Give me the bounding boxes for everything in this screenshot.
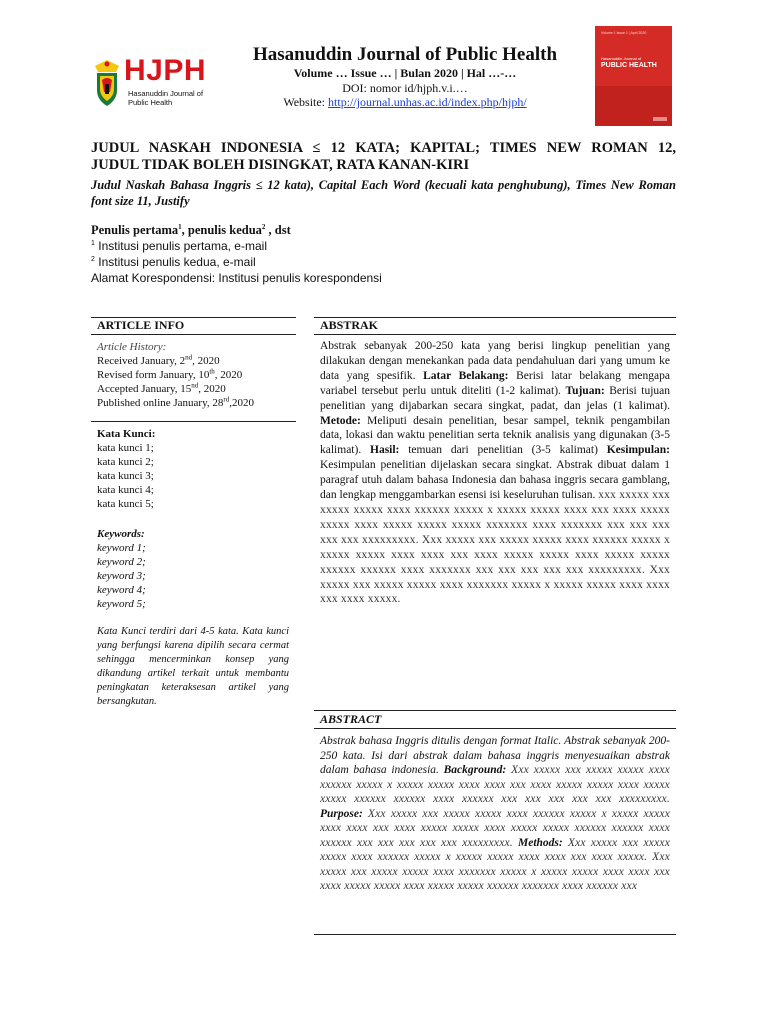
journal-logo-text: HJPH — [124, 54, 207, 87]
list-item: keyword 3; — [97, 570, 146, 582]
list-item: kata kunci 2; — [97, 456, 154, 468]
article-title-english: Judul Naskah Bahasa Inggris ≤ 12 kata), Capital Each Word (kecuali kata penghubung), Times New Roman font size 11, Justify — [91, 178, 676, 208]
list-item: kata kunci 3; — [97, 470, 154, 482]
university-crest-icon — [92, 58, 122, 108]
divider — [314, 710, 676, 711]
affiliation-1: $^1$ Institusi penulis pertama, e-mail — [91, 239, 267, 253]
list-item: keyword 5; — [97, 598, 146, 610]
abstract-heading: ABSTRACT — [320, 712, 382, 726]
affiliation-2: $^2$ Institusi penulis kedua, e-mail — [91, 255, 256, 269]
list-item: keyword 1; — [97, 542, 146, 554]
website-line: Website: http://journal.unhas.ac.id/index.php/hjph/ — [283, 95, 527, 109]
correspondence-address: Alamat Korespondensi: Institusi penulis korespondensi — [91, 271, 382, 285]
list-item: kata kunci 1; — [97, 442, 154, 454]
keyword-note: Kata Kunci terdiri dari 4-5 kata. Kata kunci yang berfungsi karena dipilih secara cermat sehingga mencerminkan konsep yang dikandung artikel terkait untuk membantu peningkatan keteraksesan artikel yang bersangkutan. — [97, 626, 289, 707]
kata-kunci-list: Kata Kunci: kata kunci 1; kata kunci 2; kata kunci 3; kata kunci 4; kata kunci 5; — [97, 428, 156, 510]
revised-date: Revised form January, 10th, 2020 — [97, 367, 243, 381]
list-item: keyword 2; — [97, 556, 146, 568]
received-date: Received January, 2nd, 2020 — [97, 353, 220, 367]
website-link[interactable]: http://journal.unhas.ac.id/index.php/hjph/ — [328, 95, 527, 109]
divider — [314, 728, 676, 729]
abstrak-body: Abstrak sebanyak 200-250 kata yang berisi lingkup penelitian yang dilakukan dengan menekankan pada data pendahuluan dari yang umum ke data yang spesifik. Latar Belakang: Berisi latar belakang mengapa variabel tersebut perlu untuk diteliti (1-2 kalimat). Tujuan: Berisi tujuan penelitian yang dijabarkan secara singkat, padat, dan jelas (1 kalimat). Metode: Meliputi desain penelitian, besar sampel, teknik pengambilan data, lokasi dan waktu penelitian serta teknik analisis yang digunakan (3-5 kalimat). Hasil: temuan dari penelitian (3-5 kalimat) Kesimpulan: Kesimpulan penelitian dijelaskan secara singkat. Abstrak dibuat dalam 1 paragraf utuh dalam bahasa Indonesia dan bahasa inggris secara gamblang, dan lengkap menggambarkan esensi isi keseluruhan tulisan. xxx xxxxx xxx xxxxx xxxxx xxxx xxxxxx xxxxx x xxxxx xxxxx xxxx xxx xxxx xxxxx xxxxx xxxx xxxxx xxxxx xxxxx xxxxxxx xxxx xxxxxxx xxx xxx xxx xxx xxx xxxxxxxxx. Xxx xxxxx xxx xxxxx xxxxx xxxx xxxxxx xxxxx x xxxxx xxxxx xxxx xxxx xxx xxxx xxxxx xxxxx xxxx xxxxx xxxxx xxxxxx xxxxxx xxxx xxxxxxx xxx xxx xxx xxx xxx xxxxxxxxx. Xxx xxxxx xxx xxxxx xxxxx xxxx xxxxxxx xxxxx x xxxxx xxxxx xxxx xxxx xxx xxxx xxxxx. — [320, 340, 671, 606]
list-item: kata kunci 5; — [97, 498, 154, 510]
list-item: keyword 4; — [97, 584, 146, 596]
journal-logo-subtitle: Hasanuddin Journal of Public Health — [128, 89, 204, 107]
author-list: Penulis pertama$^1$, penulis kedua$^2$ , dst — [91, 222, 291, 237]
journal-title: Hasanuddin Journal of Public Health — [252, 44, 558, 65]
article-info-heading: ARTICLE INFO — [97, 318, 185, 332]
published-date: Published online January, 28rd,2020 — [97, 395, 254, 409]
article-title-indonesian: JUDUL NASKAH INDONESIA ≤ 12 KATA; KAPITAL; TIMES NEW ROMAN 12, JUDUL TIDAK BOLEH DISINGKAT, RATA KANAN-KIRI — [91, 140, 676, 173]
journal-cover-thumbnail[interactable]: Volume 1 Issue 1 | April 2020 Hasanuddin Journal of PUBLIC HEALTH — [595, 26, 672, 126]
list-item: kata kunci 4; — [97, 484, 154, 496]
divider — [314, 334, 676, 335]
publisher-mark-icon — [653, 117, 667, 121]
divider — [314, 934, 676, 935]
doi-line: DOI: nomor id/hjph.v.i.… — [342, 81, 468, 95]
abstrak-heading: ABSTRAK — [320, 318, 379, 332]
divider — [91, 334, 296, 335]
abstract-body: Abstrak bahasa Inggris ditulis dengan format Italic. Abstrak sebanyak 200-250 kata. Isi dari abstrak dalam bahasa inggris menyesuaikan abstrak dalam bahasa indonesia. Background: Xxx xxxxx xxx xxxxx xxxxx xxxx xxxxxx xxxxx x xxxxx xxxxx xxxx xxxx xxx xxxx xxxxx xxxxx xxxx xxxxx xxxxx xxxxxx xxxxxx xxxx xxxxxx xxx xxx xxx xxx xxx xxxxxxxxx. Purpose: Xxx xxxxx xxx xxxxx xxxxx xxxx xxxxxx xxxxx x xxxxx xxxxx xxxx xxxx xxx xxxx xxxxx xxxxx xxxx xxxxx xxxxx xxxxxx xxxxxx xxxx xxxxxx xxx xxx xxx xxx xxx xxxxxxxxx. Methods: Xxx xxxxx xxx xxxxx xxxxx xxxx xxxxxx xxxxx x xxxxx xxxxx xxxx xxxx xxx xxxx xxxxx. Xxx xxxxx xxx xxxxx xxxxx xxxx xxxxxxx xxxxx x xxxxx xxxxx xxxx xxxx xxx xxxx xxxxx xxxxx xxxx xxxxx xxxxx xxxxxx xxxxxxx xxxx xxxxxx xxx — [320, 735, 670, 892]
accepted-date: Accepted January, 15nd, 2020 — [97, 381, 226, 395]
keywords-list: Keywords: keyword 1; keyword 2; keyword 3; keyword 4; keyword 5; — [97, 528, 146, 610]
divider — [91, 421, 296, 422]
article-history: Article History: Received January, 2nd, 2020 Revised form January, 10th, 2020 Accepted January, 15nd, 2020 Published online January, 28rd,2020 — [97, 341, 254, 409]
volume-line: Volume … Issue … | Bulan 2020 | Hal …-… — [293, 66, 517, 80]
